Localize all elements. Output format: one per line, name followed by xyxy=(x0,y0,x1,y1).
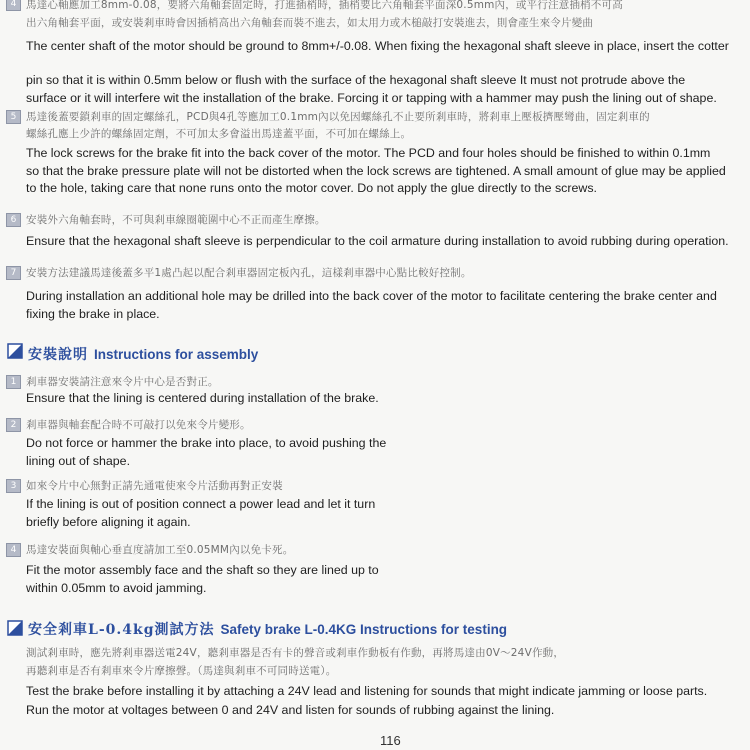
item-number-badge: 2 xyxy=(6,418,21,432)
item-zh-line: 出六角軸套平面，或安裝剎車時會因插梢高出六角軸套而裝不進去，如太用力或木槌敲打安裝進去，則會產生來令片變曲 xyxy=(26,17,594,29)
section-title-assembly xyxy=(28,344,258,364)
item-en-line: Fit the motor assembly face and the shaft so they are lined up to xyxy=(26,563,379,577)
item-en-line: within 0.05mm to avoid jamming. xyxy=(26,581,207,595)
item-en-line: so that the brake pressure plate will not be distorted when the lock screws are tightened. A small amount of glue may be applied xyxy=(26,164,726,178)
section-square-icon xyxy=(7,620,23,636)
item-number-badge: 1 xyxy=(6,375,21,389)
item-zh-line: 螺絲孔應上少許的螺絲固定劑，不可加太多會溢出馬達蓋平面，不可加在螺絲上。 xyxy=(26,128,412,140)
testing-zh-line: 測試剎車時，應先將剎車器送電24V，聽剎車器是否有卡的聲音或剎車作動板有作動，再將馬達由0V～24V作動， xyxy=(26,647,565,659)
item-zh-line: 剎車器安裝請注意來令片中心是否對正。 xyxy=(26,376,219,388)
item-number-badge: 5 xyxy=(6,110,21,124)
item-en-line: Ensure that the hexagonal shaft sleeve is perpendicular to the coil armature during installation to avoid rubbing during operation. xyxy=(26,234,729,248)
item-number-badge: 7 xyxy=(6,266,21,280)
section-title-en: Instructions for assembly xyxy=(94,347,259,362)
section-title-testing xyxy=(28,619,507,639)
item-en-line: surface or it will interfere wit the installation of the brake. Forcing it or tapping with a hammer may push the lining out of shape. xyxy=(26,91,717,105)
item-zh-line: 如來令片中心無對正請先通電使來令片活動再對正安裝 xyxy=(26,480,283,492)
item-en-line: If the lining is out of position connect a power lead and let it turn xyxy=(26,497,376,511)
section-title-zh: 安全剎車L-0.4kg測試方法 xyxy=(28,622,215,638)
testing-en-line: Test the brake before installing it by attaching a 24V lead and listening for sounds that might indicate jamming or loose parts. xyxy=(26,684,708,698)
item-en-line: The center shaft of the motor should be ground to 8mm+/-0.08. When fixing the hexagonal shaft sleeve in place, insert the cotter xyxy=(26,39,729,53)
item-number-badge: 4 xyxy=(6,0,21,11)
section-title-en: Safety brake L-0.4KG Instructions for testing xyxy=(220,622,508,637)
section-title-zh: 安裝說明 xyxy=(28,347,88,363)
item-zh-line: 馬達後蓋要鎖剎車的固定螺絲孔，PCD與4孔等應加工0.1mm內以免因螺絲孔不止要所剎車時，將剎車上壓板擠壓彎曲，固定剎車的 xyxy=(26,111,650,123)
item-en-line: pin so that it is within 0.5mm below or flush with the surface of the hexagonal shaft sleeve It must not protrude above the xyxy=(26,73,686,87)
item-zh-line: 馬達心軸應加工8mm-0.08，要將六角軸套固定時，打進插梢時，插梢要比六角軸套平面深0.5mm內，或平行注意插梢不可高 xyxy=(26,0,623,11)
page-number: 116 xyxy=(380,733,401,748)
item-zh-line: 安裝外六角軸套時，不可與剎車線圈範圍中心不正而產生摩擦。 xyxy=(26,214,326,226)
item-number-badge: 6 xyxy=(6,213,21,227)
item-en-line: to the hole, taking care that none runs onto the motor cover. Do not apply the glue directly to the screws. xyxy=(26,181,597,195)
item-zh-line: 安裝方法建議馬達後蓋多平1處凸起以配合剎車器固定板內孔，這樣剎車器中心點比較好控制。 xyxy=(26,267,472,279)
item-number-badge: 4 xyxy=(6,543,21,557)
item-en-line: lining out of shape. xyxy=(26,454,131,468)
item-en-line: The lock screws for the brake fit into the back cover of the motor. The PCD and four holes should be finished to within 0.1mm xyxy=(26,146,711,160)
testing-en-line: Run the motor at voltages between 0 and 24V and listen for sounds of rubbing against the lining. xyxy=(26,703,555,717)
item-zh-line: 剎車器與軸套配合時不可敲打以免來令片變形。 xyxy=(26,419,251,431)
item-en-line: Ensure that the lining is centered during installation of the brake. xyxy=(26,391,379,405)
testing-zh-line: 再聽剎車是否有剎車來令片摩擦聲。（馬達與剎車不可同時送電）。 xyxy=(26,665,337,677)
item-zh-line: 馬達安裝面與軸心垂直度請加工至0.05MM內以免卡死。 xyxy=(26,544,294,556)
item-en-line: During installation an additional hole may be drilled into the back cover of the motor to facilitate centering the brake center and xyxy=(26,289,717,303)
item-number-badge: 3 xyxy=(6,479,21,493)
item-en-line: Do not force or hammer the brake into place, to avoid pushing the xyxy=(26,436,387,450)
item-en-line: fixing the brake in place. xyxy=(26,307,160,321)
section-square-icon xyxy=(7,343,23,359)
item-en-line: briefly before aligning it again. xyxy=(26,515,191,529)
